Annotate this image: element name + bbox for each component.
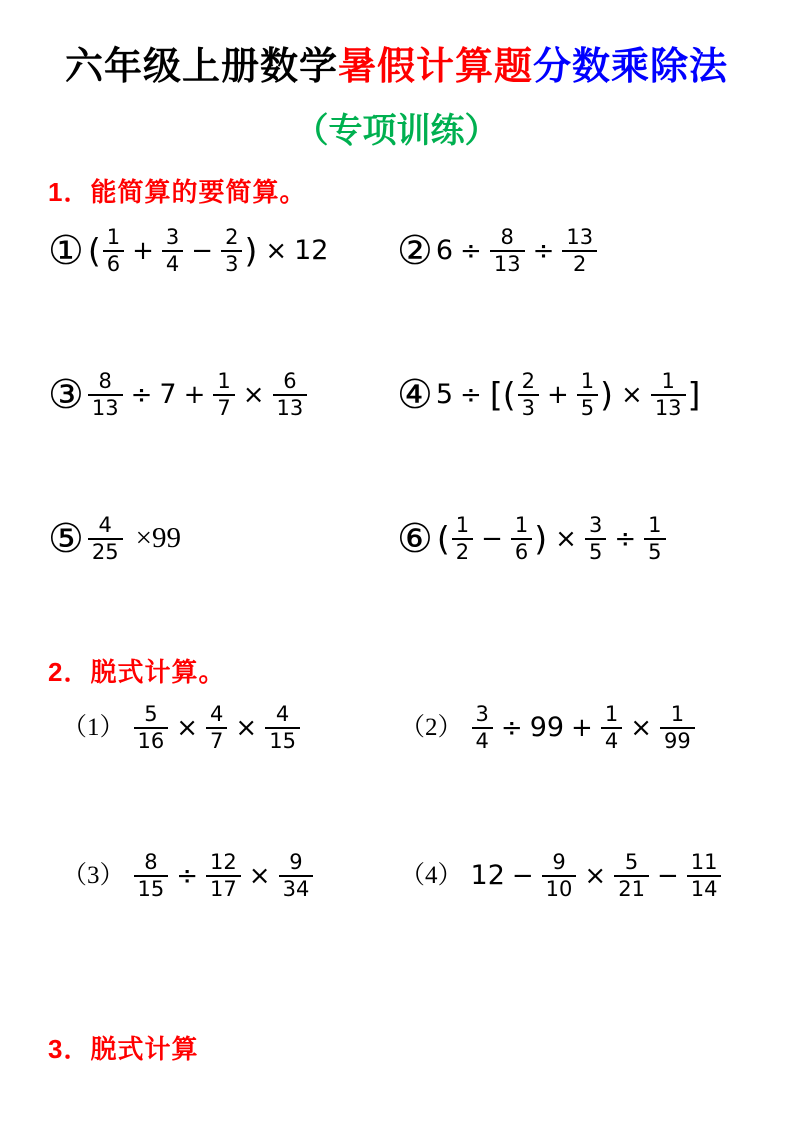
math-operator: −	[191, 235, 214, 266]
page-title	[0, 44, 793, 92]
math-bracket: (	[436, 519, 450, 559]
numerator: 1	[660, 702, 695, 729]
math-problem-2	[396, 222, 793, 280]
problem-label: （2）	[400, 714, 463, 742]
denominator: 4	[165, 251, 180, 276]
fraction	[213, 369, 234, 421]
fraction	[88, 513, 123, 565]
denominator: 3	[521, 395, 535, 420]
fraction	[601, 702, 622, 754]
fraction	[103, 225, 124, 277]
fraction	[265, 702, 300, 754]
math-text: 12	[294, 235, 329, 267]
denominator: 13	[91, 395, 119, 420]
denominator: 7	[217, 395, 231, 420]
math-problem-2-4	[396, 847, 793, 905]
problem-label: （4）	[400, 862, 463, 890]
denominator: 6	[106, 251, 121, 276]
denominator: 3	[225, 251, 239, 276]
math-operator: ÷	[460, 235, 482, 266]
numerator: 1	[452, 513, 473, 540]
math-bracket: )	[600, 375, 614, 415]
denominator: 14	[690, 876, 718, 901]
denominator: 5	[580, 395, 595, 420]
numerator: 1	[213, 369, 234, 396]
problem-label: （3）	[62, 862, 125, 890]
fraction	[206, 702, 227, 754]
math-text: 5	[435, 379, 454, 411]
fraction	[206, 850, 241, 902]
denominator: 13	[654, 395, 682, 420]
denominator: 25	[91, 539, 119, 564]
section-2	[0, 656, 793, 905]
denominator: 13	[493, 251, 521, 276]
math-problem-3	[0, 366, 396, 424]
title-part-red: 暑假计算题	[337, 46, 533, 88]
numerator: 8	[134, 850, 169, 877]
math-operator: ÷	[176, 860, 199, 891]
math-operator: −	[656, 860, 679, 891]
math-operator: ×	[584, 860, 607, 891]
math-operator: ×	[242, 379, 265, 410]
denominator: 4	[475, 728, 489, 753]
numerator: 1	[103, 225, 124, 252]
numerator: 13	[562, 225, 597, 252]
numerator: 12	[206, 850, 241, 877]
title-part-blue: 分数乘除法	[533, 46, 729, 88]
math-operator: ×	[630, 712, 653, 743]
denominator: 13	[276, 395, 304, 420]
math-operator: +	[546, 379, 569, 410]
problem-label: ④	[397, 371, 433, 418]
numerator: 2	[221, 225, 242, 252]
fraction	[687, 850, 722, 902]
math-problem-6	[396, 510, 793, 568]
math-text: 7	[159, 379, 177, 411]
math-operator: +	[571, 712, 593, 743]
denominator: 99	[664, 728, 691, 753]
numerator: 3	[585, 513, 606, 540]
denominator: 2	[455, 539, 470, 564]
math-operator: ÷	[500, 712, 523, 743]
math-operator: −	[481, 523, 503, 554]
fraction	[472, 702, 493, 754]
fraction	[279, 850, 314, 902]
fraction	[660, 702, 695, 754]
numerator: 6	[273, 369, 308, 396]
denominator: 7	[210, 728, 224, 753]
numerator: 9	[279, 850, 314, 877]
fraction	[490, 225, 525, 277]
numerator: 11	[687, 850, 722, 877]
denominator: 4	[604, 728, 619, 753]
fraction	[562, 225, 597, 277]
fraction	[134, 702, 169, 754]
fraction	[452, 513, 473, 565]
numerator: 1	[601, 702, 622, 729]
numerator: 8	[88, 369, 123, 396]
fraction	[644, 513, 665, 565]
denominator: 16	[137, 728, 165, 753]
numerator: 1	[577, 369, 598, 396]
section-2-heading: 2．脱式计算。	[48, 656, 226, 687]
fraction	[273, 369, 308, 421]
math-operator: ×	[248, 860, 271, 891]
numerator: 9	[542, 850, 577, 877]
math-problem-5	[0, 510, 396, 568]
problem-row	[0, 510, 793, 568]
section-1-heading: 1．能简算的要简算。	[48, 177, 307, 207]
section-1-problems	[0, 222, 793, 568]
math-operator: ÷	[614, 523, 637, 554]
fraction	[651, 369, 686, 421]
math-text: 99	[529, 712, 565, 744]
fraction	[518, 369, 539, 421]
fraction	[162, 225, 183, 277]
section-2-problems	[0, 699, 793, 905]
math-problem-2-1	[0, 699, 396, 757]
math-operator: ×	[176, 712, 199, 743]
problem-label: ⑥	[397, 515, 433, 562]
problem-label: ①	[48, 227, 84, 274]
denominator: 6	[514, 539, 529, 564]
math-operator: ÷	[532, 235, 555, 266]
numerator: 4	[88, 513, 123, 540]
problem-label: ②	[397, 227, 433, 274]
math-operator: ÷	[460, 379, 482, 410]
numerator: 8	[490, 225, 525, 252]
denominator: 21	[618, 876, 645, 901]
problem-row	[0, 366, 793, 424]
section-3	[0, 1033, 793, 1067]
numerator: 4	[206, 702, 227, 729]
math-operator: +	[183, 379, 206, 410]
numerator: 3	[472, 702, 493, 729]
denominator: 5	[648, 539, 662, 564]
math-operator: +	[132, 235, 154, 266]
fraction	[221, 225, 242, 277]
math-problem-2-2	[396, 699, 793, 757]
numerator: 5	[614, 850, 649, 877]
numerator: 5	[134, 702, 169, 729]
problem-row	[0, 699, 793, 757]
numerator: 1	[644, 513, 665, 540]
denominator: 15	[269, 728, 296, 753]
fraction	[585, 513, 606, 565]
math-problem-1	[0, 222, 396, 280]
math-text: 12	[470, 860, 505, 892]
numerator: 2	[518, 369, 539, 396]
problem-label: ⑤	[48, 515, 84, 562]
math-operator: ×	[555, 523, 577, 554]
math-operator: −	[511, 860, 534, 891]
math-text: 6	[435, 235, 454, 267]
denominator: 2	[573, 251, 587, 276]
math-bracket: (	[87, 231, 101, 271]
math-operator: ×	[621, 379, 643, 410]
fraction	[511, 513, 532, 565]
math-problem-2-3	[0, 847, 396, 905]
title-part-black: 六年级上册数学	[64, 46, 338, 88]
fraction	[88, 369, 123, 421]
math-text: ×99	[135, 522, 181, 555]
fraction	[577, 369, 598, 421]
math-problem-4	[396, 366, 793, 424]
problem-row	[0, 847, 793, 905]
fraction	[542, 850, 577, 902]
denominator: 34	[282, 876, 310, 901]
denominator: 5	[588, 539, 603, 564]
fraction	[134, 850, 169, 902]
math-operator: ÷	[130, 379, 153, 410]
problem-label: ③	[48, 371, 84, 418]
numerator: 3	[162, 225, 183, 252]
math-operator: ×	[235, 712, 258, 743]
problem-row	[0, 222, 793, 280]
denominator: 15	[137, 876, 165, 901]
numerator: 1	[511, 513, 532, 540]
denominator: 17	[210, 876, 237, 901]
numerator: 4	[265, 702, 300, 729]
page-subtitle: （专项训练）	[294, 111, 499, 150]
numerator: 1	[651, 369, 686, 396]
section-1	[0, 176, 793, 568]
math-bracket: )	[534, 519, 548, 559]
math-bracket: )	[244, 231, 258, 271]
math-bracket: [(	[489, 375, 516, 415]
math-bracket: ]	[687, 375, 701, 415]
fraction	[614, 850, 649, 902]
section-3-heading: 3．脱式计算	[48, 1033, 199, 1064]
problem-label: （1）	[62, 714, 125, 742]
denominator: 10	[545, 876, 573, 901]
math-operator: ×	[265, 235, 288, 266]
